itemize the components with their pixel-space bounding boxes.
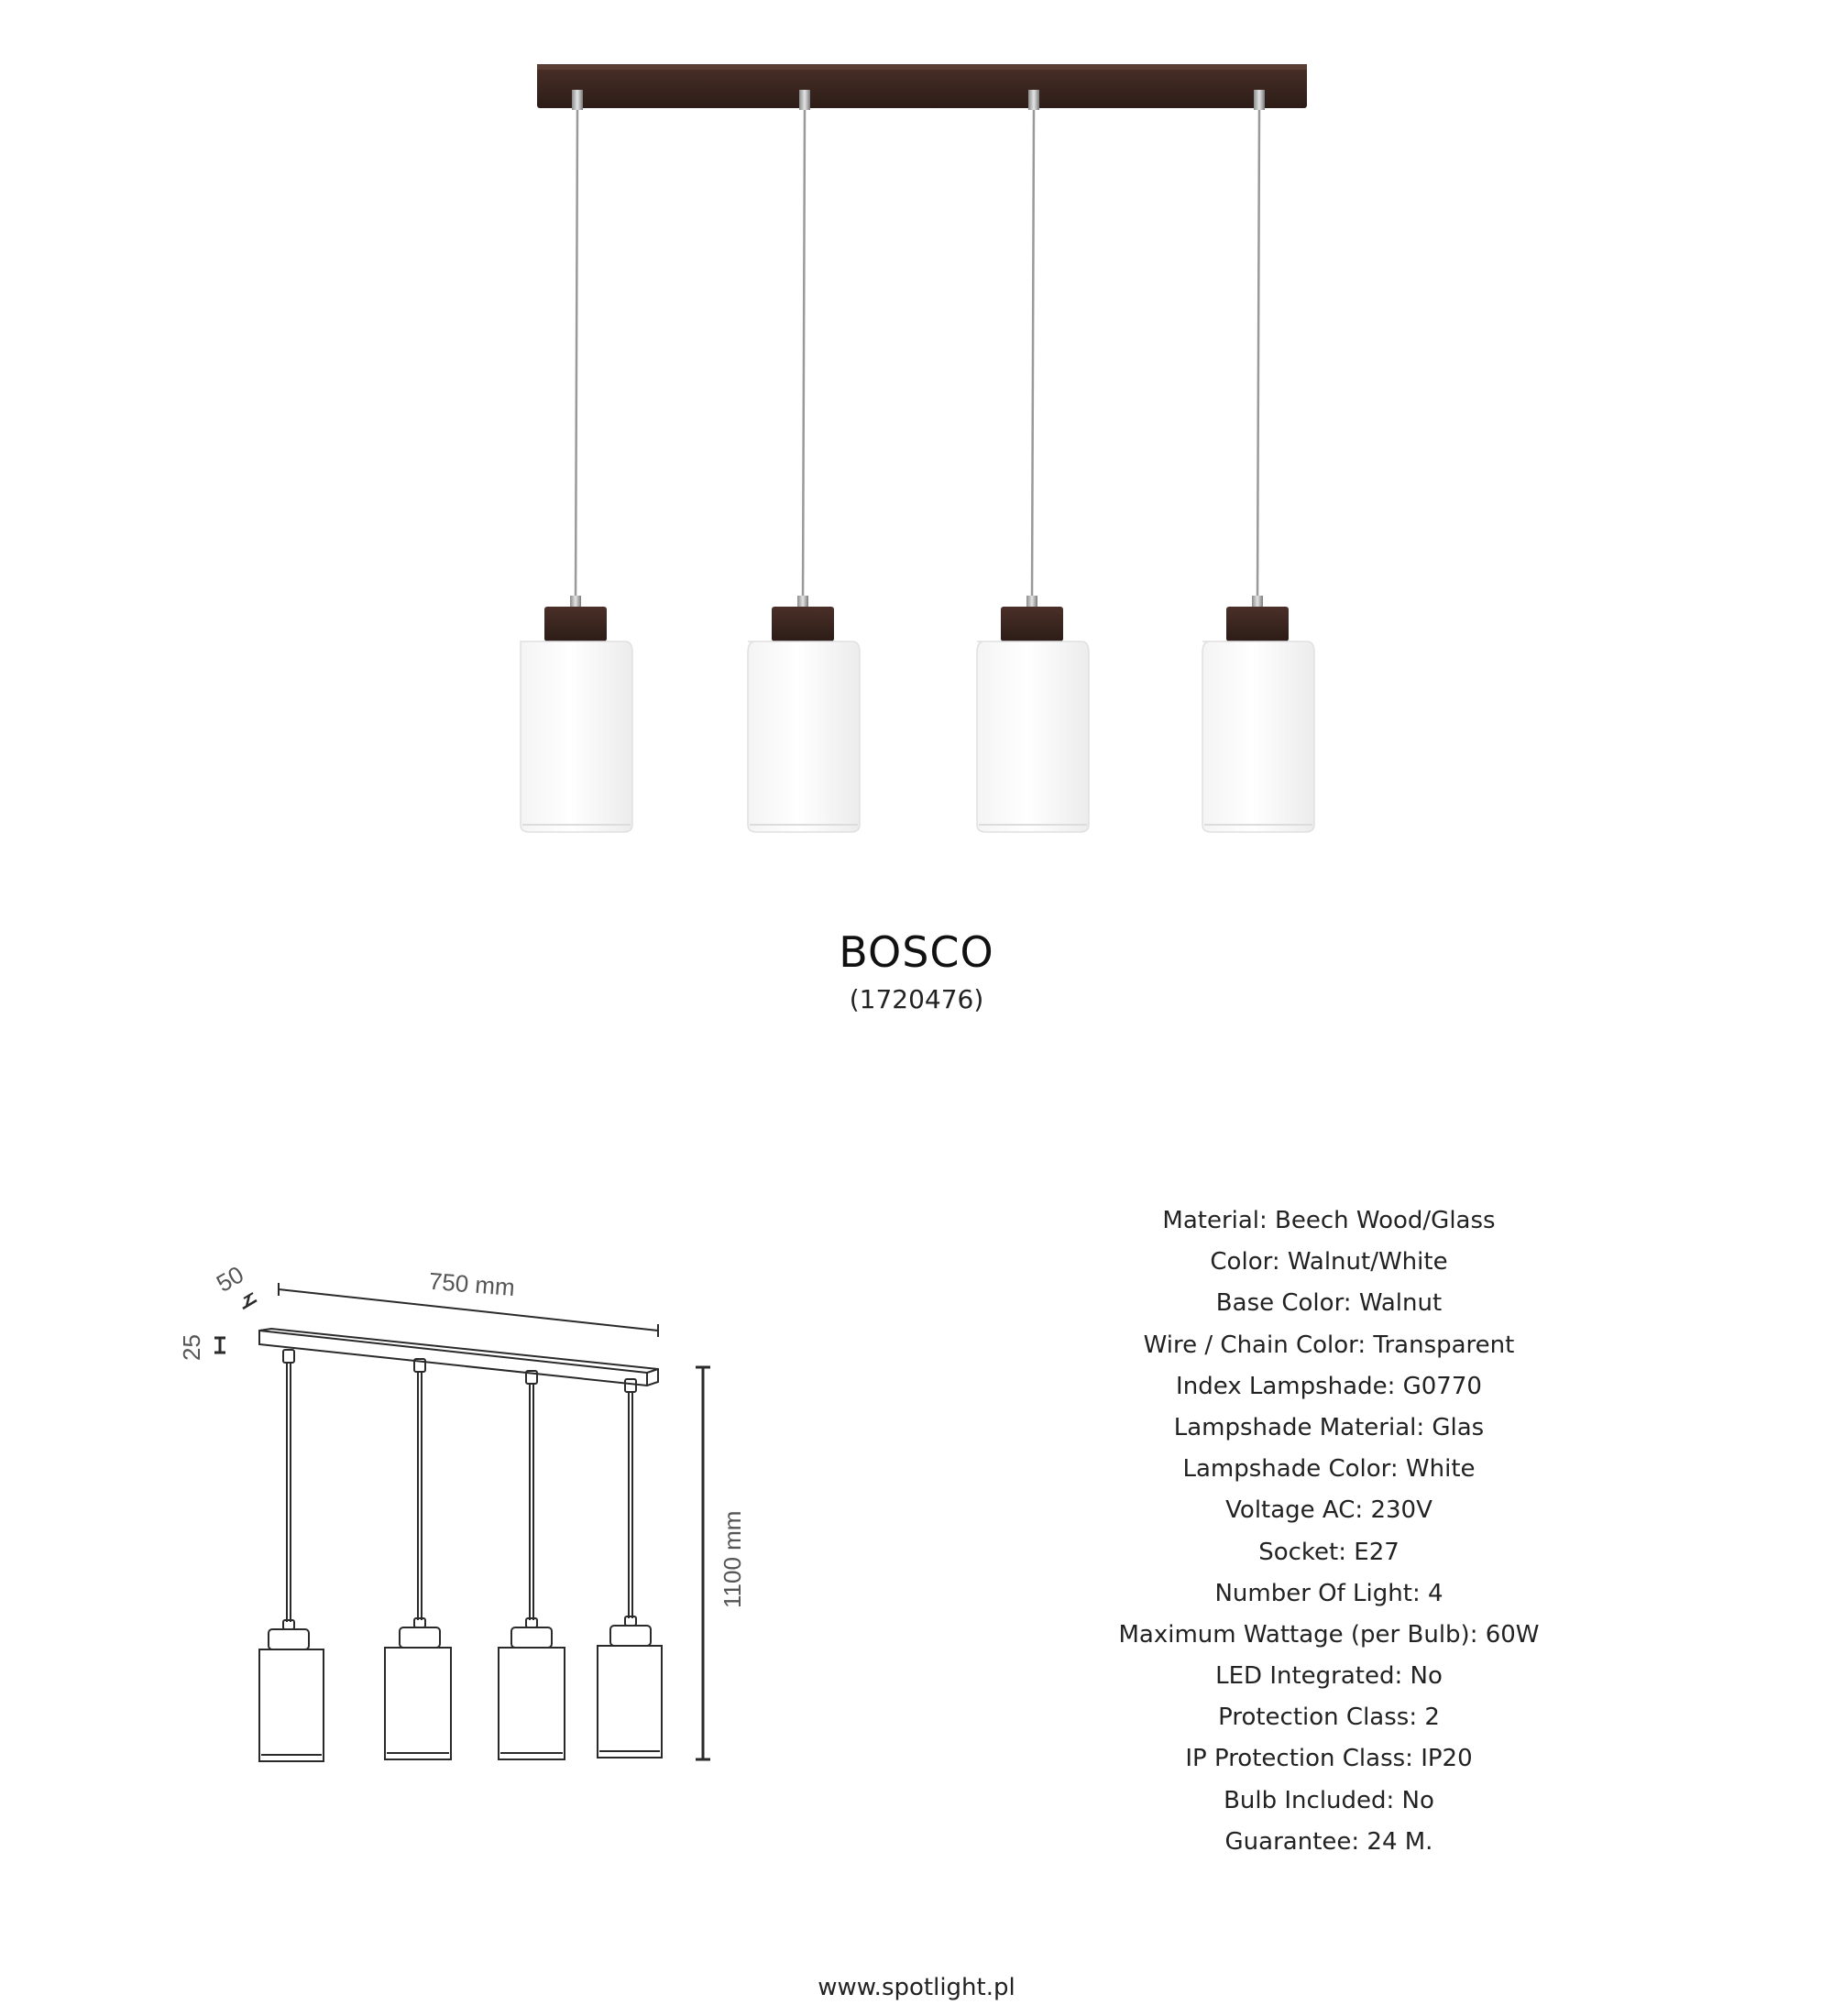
drawing-pendant — [385, 1359, 451, 1759]
product-code: (1720476) — [849, 984, 984, 1014]
spec-item: Lampshade Color: White — [1182, 1455, 1476, 1484]
spec-item: LED Integrated: No — [1215, 1662, 1443, 1691]
product-photo — [0, 0, 1833, 880]
drawing-pendant — [598, 1379, 662, 1758]
spec-item: Socket: E27 — [1258, 1538, 1399, 1566]
bar-height-label: 25 — [178, 1334, 205, 1361]
spec-item: Bulb Included: No — [1224, 1786, 1434, 1814]
drop-height-dimension-line — [696, 1367, 710, 1759]
depth-marker — [243, 1293, 257, 1309]
product-title: BOSCO — [839, 927, 994, 977]
width-label: 750 mm — [427, 1266, 516, 1302]
pendant-lamp — [977, 90, 1089, 832]
spec-item: Wire / Chain Color: Transparent — [1143, 1331, 1515, 1359]
spec-item: Material: Beech Wood/Glass — [1162, 1207, 1496, 1234]
drawing-ceiling-bar — [259, 1329, 658, 1386]
spec-item: Number Of Light: 4 — [1214, 1579, 1443, 1607]
website-link[interactable]: www.spotlight.pl — [818, 1974, 1015, 2001]
spec-item: Color: Walnut/White — [1210, 1248, 1448, 1276]
spec-item: IP Protection Class: IP20 — [1185, 1745, 1473, 1773]
specification-list — [1008, 1200, 1650, 1863]
ceiling-bar — [537, 64, 1307, 108]
spec-item: Lampshade Material: Glas — [1173, 1413, 1485, 1441]
pendant-lamp — [1202, 90, 1314, 832]
drawing-pendant — [259, 1350, 324, 1761]
depth-label: 50 — [211, 1260, 248, 1298]
spec-item: Voltage AC: 230V — [1225, 1496, 1432, 1525]
bar-height-marker — [214, 1338, 225, 1353]
pendant-lamp — [748, 90, 860, 832]
drawing-pendant — [499, 1371, 565, 1759]
spec-item: Protection Class: 2 — [1218, 1704, 1440, 1732]
spec-item: Index Lampshade: G0770 — [1176, 1372, 1482, 1400]
drop-height-label: 1100 mm — [719, 1510, 746, 1608]
pendant-lamp — [521, 90, 632, 832]
spec-item: Guarantee: 24 M. — [1224, 1827, 1433, 1856]
spec-item: Maximum Wattage (per Bulb): 60W — [1118, 1620, 1540, 1649]
dimension-drawing — [137, 1228, 779, 1796]
spec-item: Base Color: Walnut — [1215, 1289, 1443, 1318]
